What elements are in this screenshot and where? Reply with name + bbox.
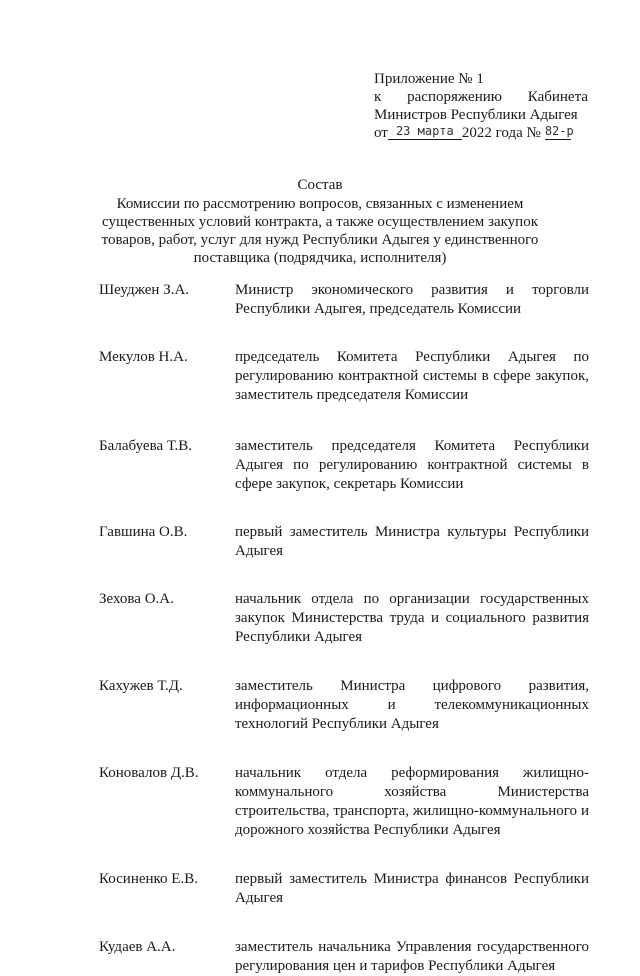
member-name: Шеуджен З.А.	[99, 282, 190, 298]
handwritten-date: 23 марта	[395, 124, 454, 138]
member-name: Кудаев А.А.	[99, 939, 176, 955]
title-heading: Состав	[297, 177, 343, 193]
member-name: Косиненко Е.В.	[99, 871, 198, 887]
member-name: Коновалов Д.В.	[99, 765, 199, 781]
appendix-word: Кабинета	[527, 89, 588, 105]
member-row	[99, 677, 589, 734]
appendix-header	[374, 70, 588, 142]
member-name: Балабуева Т.В.	[99, 438, 193, 454]
member-role: заместитель начальника Управления государственного регулирования цен и тарифов Республики Адыгея	[235, 939, 589, 974]
member-row	[99, 764, 589, 840]
appendix-authority: Министров Республики Адыгея	[374, 107, 578, 123]
appendix-word: распоряжению	[407, 89, 502, 105]
date-field	[388, 124, 462, 140]
member-role: первый заместитель Министра финансов Республики Адыгея	[235, 871, 589, 906]
member-row	[99, 938, 589, 976]
member-role: председатель Комитета Республики Адыгея по регулированию контрактной системы в сфере закупок, заместитель председателя Комиссии	[235, 349, 589, 403]
member-role: заместитель Министра цифрового развития, информационных и телекоммуникационных технологий Республики Адыгея	[235, 678, 589, 732]
member-row	[99, 523, 589, 561]
member-list	[99, 281, 589, 976]
member-name: Зехова О.А.	[99, 591, 174, 607]
document-title	[92, 176, 548, 267]
handwritten-number: 82-р	[544, 124, 574, 138]
appendix-date-line	[374, 124, 588, 142]
member-name: Мекулов Н.А.	[99, 349, 188, 365]
appendix-word: к	[374, 89, 382, 105]
member-role: начальник отдела реформирования жилищно-коммунального хозяйства Министерства строительства, транспорта, жилищно-коммунального и дорожного хозяйства Республики Адыгея	[235, 765, 589, 838]
member-row	[99, 590, 589, 647]
date-prefix: от	[374, 125, 388, 141]
appendix-order-line	[374, 88, 588, 106]
member-row	[99, 348, 589, 405]
member-role: начальник отдела по организации государственных закупок Министерства труда и социального развития Республики Адыгея	[235, 591, 589, 645]
member-name: Кахужев Т.Д.	[99, 678, 183, 694]
order-number-field	[544, 124, 574, 140]
appendix-title: Приложение № 1	[374, 71, 484, 87]
member-row	[99, 437, 589, 494]
member-row	[99, 870, 589, 908]
member-name: Гавшина О.В.	[99, 524, 188, 540]
member-row	[99, 281, 589, 319]
member-role: Министр экономического развития и торговли Республики Адыгея, председатель Комиссии	[235, 282, 589, 317]
member-role: заместитель председателя Комитета Республики Адыгея по регулированию контрактной системы в сфере закупок, секретарь Комиссии	[235, 438, 589, 492]
title-body: Комиссии по рассмотрению вопросов, связанных с изменением существенных условий контракта, а также осуществлением закупок товаров, работ, услуг для нужд Республики Адыгея у единственного поставщика (подрядчика, исполнителя)	[101, 196, 539, 266]
year-number-label: 2022 года №	[461, 125, 541, 141]
member-role: первый заместитель Министра культуры Республики Адыгея	[235, 524, 589, 559]
